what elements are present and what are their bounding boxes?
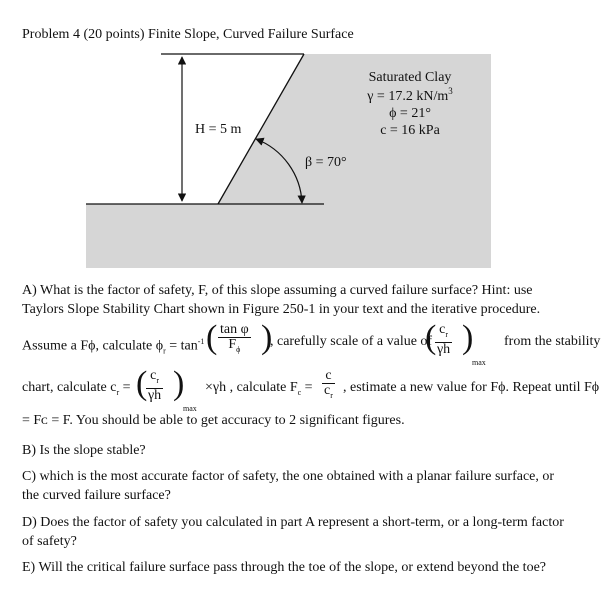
problem-title: Problem 4 (20 points) Finite Slope, Curved Failure Surface bbox=[22, 27, 354, 42]
part-c-line-1: C) which is the most accurate factor of safety, the one obtained with a planar failure surface, or bbox=[22, 469, 555, 484]
part-d-line-2: of safety? bbox=[22, 534, 77, 549]
soil-label: Saturated Clay bbox=[368, 70, 452, 85]
part-a-line-5: = Fᴄ = F. You should be able to get accuracy to 2 significant figures. bbox=[22, 413, 405, 428]
height-label: H = 5 m bbox=[195, 122, 242, 137]
friction-angle-label: ϕ = 21° bbox=[389, 106, 431, 121]
cohesion-label: c = 16 kPa bbox=[380, 123, 440, 138]
soil-mass bbox=[86, 54, 491, 268]
part-d-line-1: D) Does the factor of safety you calculated in part A represent a short-term, or a long-term factor bbox=[22, 515, 564, 530]
part-c-line-2: the curved failure surface? bbox=[22, 488, 171, 503]
part-e-text: E) Will the critical failure surface pass through the toe of the slope, or extend beyond the toe? bbox=[22, 560, 546, 575]
slope-figure bbox=[0, 0, 615, 280]
slope-angle-label: β = 70° bbox=[305, 155, 347, 170]
unit-weight-label: γ = 17.2 $kN/m^3$ bbox=[367, 86, 453, 104]
part-a-line-2: Taylors Slope Stability Chart shown in Figure 250-1 in your text and the iterative procedure. bbox=[22, 302, 541, 317]
part-b-text: B) Is the slope stable? bbox=[22, 443, 146, 458]
part-a-line-1: A) What is the factor of safety, F, of this slope assuming a curved failure surface? Hint: use bbox=[22, 283, 533, 298]
